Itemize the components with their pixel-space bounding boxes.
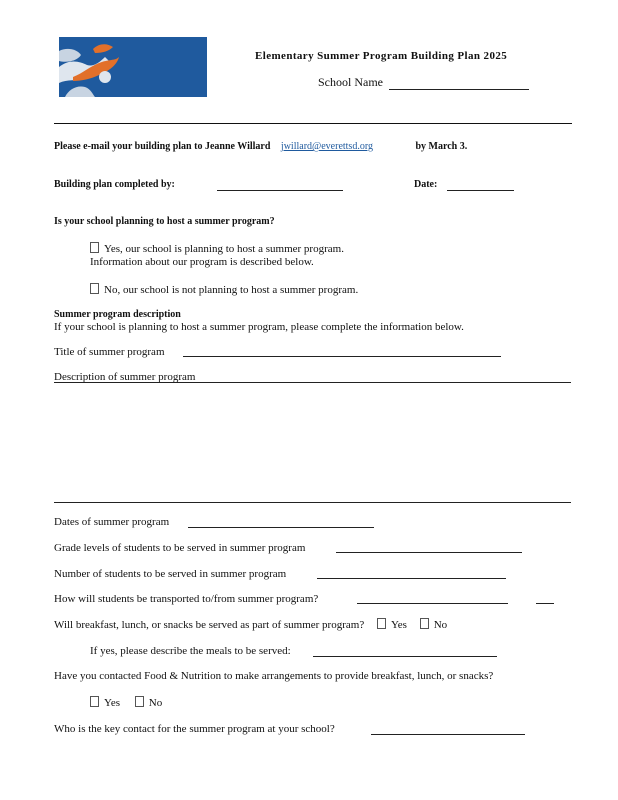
- hosting-no-option[interactable]: [90, 283, 358, 296]
- title-label: Title of summer program: [54, 346, 165, 358]
- number-field[interactable]: [317, 578, 506, 579]
- email-instructions-text: Please e-mail your building plan to Jeanne Willard: [54, 141, 271, 152]
- number-label: Number of students to be served in summer program: [54, 568, 287, 580]
- food-no-option[interactable]: [135, 697, 162, 709]
- transport-label: How will students be transported to/from summer program?: [54, 593, 319, 605]
- meals-describe-field[interactable]: [313, 656, 497, 657]
- date-label: Date:: [414, 179, 438, 190]
- transport-field[interactable]: [357, 603, 508, 604]
- yes-option-text-line2: Information about our program is described below.: [90, 256, 314, 268]
- food-options: [90, 696, 162, 709]
- food-no-checkbox[interactable]: [135, 696, 144, 707]
- description-label: Description of summer program: [54, 371, 196, 383]
- program-section-title: Summer program description: [54, 309, 181, 320]
- description-bottom-line: [54, 502, 571, 503]
- meals-no-label: No: [433, 619, 448, 631]
- food-yes-option[interactable]: [90, 697, 120, 709]
- email-link[interactable]: jwillard@everettsd.org: [280, 141, 373, 152]
- yes-checkbox[interactable]: [90, 242, 99, 253]
- food-yes-checkbox[interactable]: [90, 696, 99, 707]
- meals-yes-label: Yes: [390, 619, 407, 631]
- food-yes-label: Yes: [104, 697, 121, 709]
- food-nutrition-question: Have you contacted Food & Nutrition to make arrangements to provide breakfast, lunch, or snacks?: [54, 670, 494, 682]
- date-field[interactable]: [447, 190, 514, 191]
- meals-no-checkbox[interactable]: [420, 618, 429, 629]
- header-divider: [54, 123, 572, 124]
- title-field[interactable]: [183, 356, 501, 357]
- dates-field[interactable]: [188, 527, 374, 528]
- meals-yes-checkbox[interactable]: [377, 618, 386, 629]
- transport-field-extra[interactable]: [536, 603, 554, 604]
- grades-label: Grade levels of students to be served in summer program: [54, 542, 306, 554]
- food-no-label: No: [148, 697, 163, 709]
- logo-graphic: [59, 37, 207, 97]
- hosting-question: Is your school planning to host a summer program?: [54, 216, 275, 227]
- school-name-field[interactable]: [389, 89, 529, 90]
- program-instructions: If your school is planning to host a summer program, please complete the information below.: [54, 321, 464, 333]
- email-instructions: [54, 141, 467, 152]
- yes-option-text: Yes, our school is planning to host a summer program.: [104, 243, 344, 255]
- description-area[interactable]: [54, 384, 571, 502]
- district-logo: [59, 37, 207, 97]
- description-underline: [54, 382, 571, 383]
- meals-describe-label: If yes, please describe the meals to be served:: [90, 645, 291, 657]
- contact-field[interactable]: [371, 734, 525, 735]
- no-option-text: No, our school is not planning to host a summer program.: [104, 284, 359, 296]
- meals-no-option[interactable]: [420, 619, 447, 631]
- grades-field[interactable]: [336, 552, 522, 553]
- deadline-text: by March 3.: [415, 141, 468, 152]
- hosting-yes-option[interactable]: [90, 242, 344, 255]
- meals-question: [54, 618, 447, 631]
- dates-label: Dates of summer program: [54, 516, 170, 528]
- meals-yes-option[interactable]: [377, 619, 407, 631]
- contact-label: Who is the key contact for the summer program at your school?: [54, 723, 335, 735]
- no-checkbox[interactable]: [90, 283, 99, 294]
- school-name-label: School Name: [318, 75, 383, 89]
- form-title: Elementary Summer Program Building Plan 2025: [255, 50, 508, 62]
- meals-question-text: Will breakfast, lunch, or snacks be served as part of summer program?: [54, 619, 365, 631]
- completed-by-label: Building plan completed by:: [54, 179, 175, 190]
- completed-by-field[interactable]: [217, 190, 343, 191]
